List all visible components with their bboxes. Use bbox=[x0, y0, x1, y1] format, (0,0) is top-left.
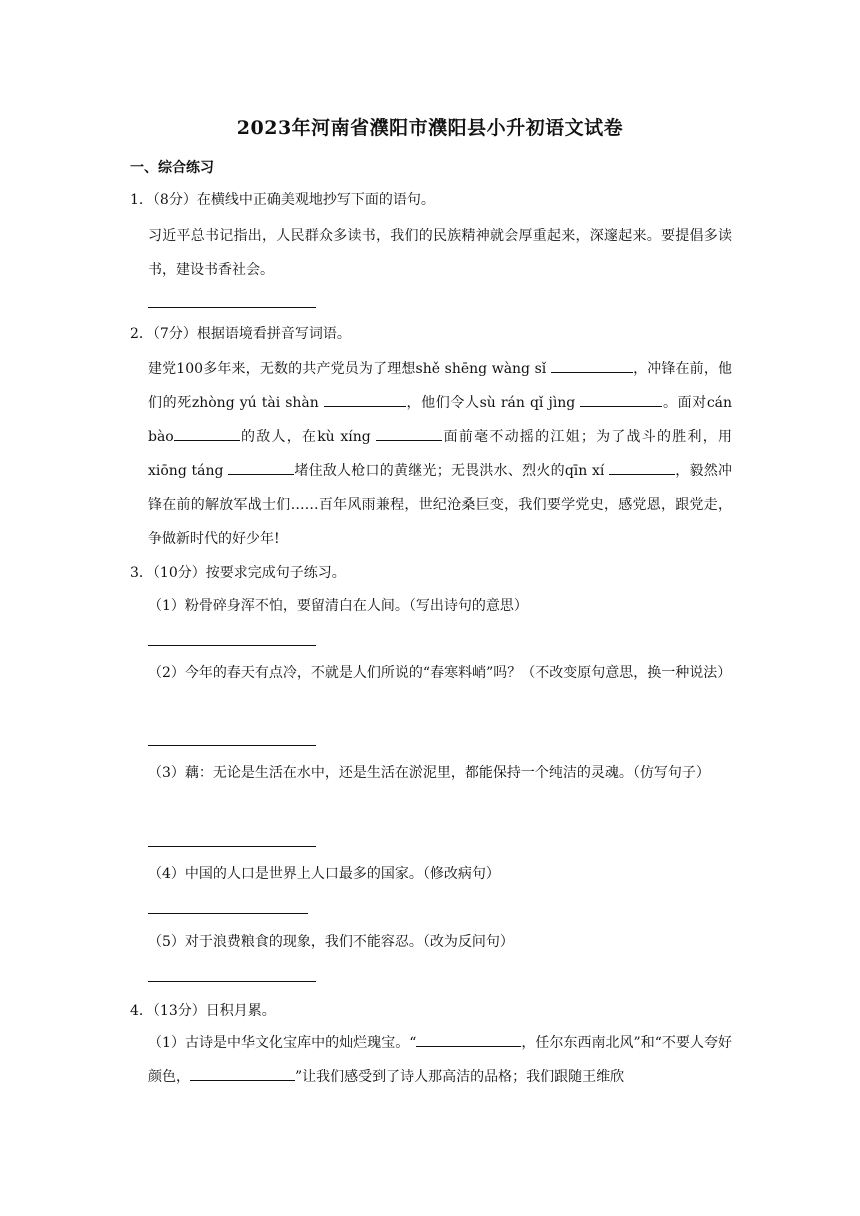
q2-text-segment: ，他们令人 bbox=[405, 395, 480, 411]
page-title: 2023年河南省濮阳市濮阳县小升初语文试卷 bbox=[236, 117, 624, 139]
q2-pinyin-2: zhòng yú tài shàn bbox=[191, 395, 324, 411]
q2-blank-2[interactable] bbox=[324, 392, 406, 407]
q4-text-segment: （1）古诗是中华文化宝库中的灿烂瑰宝。“ bbox=[148, 1035, 417, 1051]
q2-text-segment: ，冲锋在前，他们的死 bbox=[148, 361, 732, 411]
q4-blank-2[interactable] bbox=[190, 1066, 295, 1081]
q3-item-3: （3）藕：无论是生活在水中，还是生活在淤泥里，都能保持一个纯洁的灵魂。（仿写句子） bbox=[148, 765, 710, 781]
answer-line-q3-5[interactable] bbox=[148, 981, 316, 982]
q2-text-segment: ，毅然冲锋在前的解放军战士们……百年风雨兼程，世纪沧桑巨变，我们要学党史，感党恩，跟党走，争做新时代的好少年! bbox=[148, 463, 732, 547]
question-2-text bbox=[148, 352, 732, 556]
q4-text-segment: ”让我们感受到了诗人那高洁的品格；我们跟随王维欣 bbox=[295, 1069, 625, 1085]
question-4-header: 4．（13分）日积月累。 bbox=[130, 1003, 276, 1019]
q2-pinyin-7: qīn xí bbox=[564, 463, 610, 479]
answer-line-q1[interactable] bbox=[148, 307, 316, 308]
answer-line-q3-3[interactable] bbox=[148, 846, 316, 847]
q2-pinyin-6: xiōng táng bbox=[148, 463, 229, 479]
q2-text-segment: 的敌人，在 bbox=[239, 429, 318, 445]
answer-line-q3-1[interactable] bbox=[148, 645, 316, 646]
q3-item-2: （2）今年的春天有点冷，不就是人们所说的“春寒料峭”吗？（不改变原句意思，换一种说法） bbox=[148, 665, 732, 681]
question-1-header: 1．（8分）在横线中正确美观地抄写下面的语句。 bbox=[130, 192, 435, 208]
q4-item-1 bbox=[148, 1026, 732, 1094]
section-heading: 一、综合练习 bbox=[130, 160, 214, 176]
q2-blank-6[interactable] bbox=[228, 460, 294, 475]
q2-pinyin-3: sù rán qǐ jìng bbox=[479, 395, 581, 411]
q2-blank-5[interactable] bbox=[376, 426, 442, 441]
question-3-header: 3．（10分）按要求完成句子练习。 bbox=[130, 565, 346, 581]
q2-blank-7[interactable] bbox=[609, 460, 675, 475]
q2-text-segment: 建党100多年来，无数的共产党员为了理想 bbox=[148, 361, 416, 377]
q2-blank-1[interactable] bbox=[551, 358, 633, 373]
q2-pinyin-5: kù xíng bbox=[317, 429, 377, 445]
q4-blank-1[interactable] bbox=[416, 1032, 521, 1047]
q3-item-4: （4）中国的人口是世界上人口最多的国家。（修改病句） bbox=[148, 866, 500, 882]
question-2-header: 2．（7分）根据语境看拼音写词语。 bbox=[130, 326, 351, 342]
q2-text-segment: 。面对 bbox=[662, 395, 707, 411]
q3-item-5: （5）对于浪费粮食的现象，我们不能容忍。（改为反问句） bbox=[148, 934, 514, 950]
answer-line-q3-2[interactable] bbox=[148, 745, 316, 746]
q2-text-segment: 堵住敌人枪口的黄继光；无畏洪水、烈火的 bbox=[294, 463, 565, 479]
q4-text-segment: ，任尔东西南北风”和“不要人夸好颜色， bbox=[148, 1035, 732, 1085]
q2-pinyin-4: cán bào bbox=[148, 395, 733, 445]
q2-blank-4[interactable] bbox=[174, 426, 240, 441]
answer-line-q3-4[interactable] bbox=[148, 913, 308, 914]
q3-item-1: （1）粉骨碎身浑不怕，要留清白在人间。（写出诗句的意思） bbox=[148, 598, 528, 614]
question-1-text: 习近平总书记指出，人民群众多读书，我们的民族精神就会厚重起来，深邃起来。要提倡多读书，建设书香社会。 bbox=[148, 228, 732, 278]
q2-blank-3[interactable] bbox=[580, 392, 662, 407]
q2-text-segment: 面前毫不动摇的江姐；为了战斗的胜利，用 bbox=[442, 429, 732, 445]
q2-pinyin-1: shě shēng wàng sǐ bbox=[415, 361, 551, 377]
